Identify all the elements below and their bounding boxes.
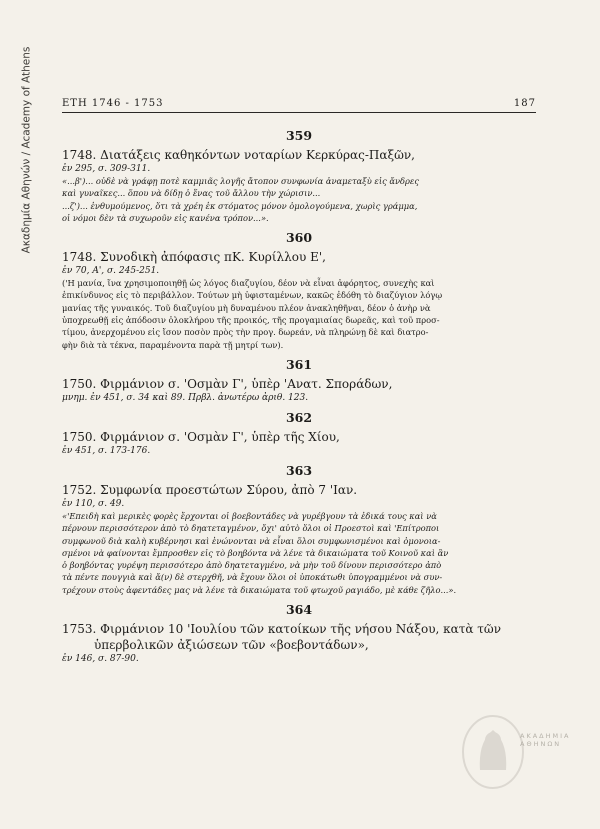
- entry-title: 1753. Φιρμάνιον 10 'Ιουλίου τῶν κατοίκων τῆς νήσου Νάξου, κατὰ τῶν ὑπερβολικῶν ἀξιώσεων τῶν «βοεβοντάδων»,: [62, 622, 502, 653]
- page-number: 187: [513, 98, 536, 109]
- entry-title: 1748. Διατάξεις καθηκόντων νοταρίων Κερκύρας-Παξῶν,: [62, 148, 415, 162]
- text-line: συμφωνοῦ διὰ καλὴ κυβέρνησι καὶ ἑνώνονται νὰ εἶναι ὅλοι συμφωνισμένοι καὶ ὁμονοια-: [62, 535, 441, 546]
- entry-source: ἐν 451, σ. 173-176.: [62, 445, 151, 456]
- entry-number: 361: [285, 356, 313, 372]
- side-stamp-text: Ακαδημία Αθηνών / Academy of Athens: [20, 46, 33, 254]
- text-line: «...β')... οὐδὲ νὰ γράφῃ ποτὲ καμμιᾶς λογῆς ἄτοπον συνφωνία ἀναμεταξὺ εἰς ἄνδρες: [62, 176, 420, 186]
- entry-source: ἐν 70, Α', σ. 245-251.: [62, 266, 160, 277]
- text-line: τρέχουν στοὺς ἀφεντάδες μας νὰ λένε τὰ δικαιώματα τοῦ φτωχοῦ ραγιάδο, μὲ κάθε ζῆλο...».: [62, 584, 457, 595]
- entry-361: [62, 357, 536, 404]
- running-title: ΕΤΗ 1746 - 1753: [62, 98, 164, 109]
- document-body: [62, 124, 536, 671]
- entry-title: 1750. Φιρμάνιον σ. 'Οσμὰν Γ', ὑπὲρ τῆς Χίου,: [62, 429, 340, 444]
- text-line: μανίας τῆς γυναικός. Τοῦ διαζυγίου μὴ δυναμένου πλέον ἀνακληθῆναι, δέον ὁ ἀνὴρ νὰ: [62, 302, 431, 313]
- text-line: ...ζ')... ἐνθυμούμενος, ὅτι τὰ χρέη ἐκ στόματος μόνον ὁμολογούμενα, χωρὶς γράμμα,: [62, 200, 418, 211]
- entry-363: [62, 463, 536, 596]
- text-line: οἱ νόμοι δὲν τὰ συχωροῦν εἰς κανένα τρόπον...».: [62, 212, 269, 223]
- text-line: καὶ γυναῖκες... ὅπου νὰ δίδῃ ὁ ἕνας τοῦ ἄλλου τὴν χώρισιν...: [62, 188, 321, 199]
- text-line: ἐπικίνδυνος εἰς τὸ περιβάλλον. Τούτων μὴ ὑφισταμένων, κακῶς ἐδόθη τὸ διαζύγιον λόγῳ: [62, 290, 443, 301]
- entry-text: [62, 510, 536, 596]
- entry-number: 363: [285, 462, 313, 478]
- watermark: ΑΚΑΔΗΜΙΑ ΑΘΗΝΩΝ: [520, 732, 571, 748]
- text-line: ('Η μανία, ἵνα χρησιμοποιηθῇ ὡς λόγος διαζυγίου, δέον νὰ εἶναι ἀφόρητος, συνεχὴς καὶ: [62, 278, 435, 289]
- text-line: ὁ βοηβόντας γυρέψη περισσότερο ἀπὸ δηατεταγμένο, νὰ μὴν τοῦ δίνουν περισσότερο ἀπὸ: [62, 560, 442, 571]
- side-stamp: [4, 20, 48, 280]
- text-line: σμένοι νὰ φαίνονται ἔμπροσθεν εἰς τὸ βοηβόντα νὰ λένε τὰ δικαιώματα τοῦ Κοινοῦ καὶ ἂν: [62, 547, 449, 558]
- text-line: τίμου, ἀνερχομένου εἰς ἴσον ποσὸν πρὸς τὴν προγ. δωρεάν, νὰ πληρώνῃ δὲ καὶ διατρο-: [62, 327, 429, 338]
- entry-source: ἐν 146, σ. 87-90.: [62, 654, 139, 665]
- academy-seal-icon: [458, 712, 528, 792]
- entry-360: [62, 230, 536, 351]
- text-line: πέρνουν περισσότερον ἀπὸ τὸ δηατεταγμένον, ὄχι' αὐτὸ ὅλοι οἱ Προεστοὶ καὶ 'Επίτροποι: [62, 523, 440, 534]
- entry-number: 364: [285, 602, 313, 618]
- entry-title: 1752. Συμφωνία προεστώτων Σύρου, ἀπὸ 7 'Ιαν.: [62, 482, 358, 497]
- entry-number: 360: [285, 230, 313, 246]
- entry-362: [62, 410, 536, 457]
- entry-title: 1748. Συνοδικὴ ἀπόφασις πΚ. Κυρίλλου Ε',: [62, 250, 326, 265]
- entry-number: 359: [285, 128, 313, 143]
- text-line: φὴν διὰ τὰ τέκνα, παραμένοντα παρὰ τῇ μητρί των).: [62, 339, 284, 350]
- entry-source: ἐν 110, σ. 49.: [62, 498, 125, 509]
- entry-359: [62, 128, 536, 224]
- entry-text: [62, 175, 536, 224]
- entry-source: ἐν 295, σ. 309-311.: [62, 164, 151, 174]
- text-line: τὰ πέντε πουγγιὰ καὶ ἄ(ν) δὲ στερχθῆ, νὰ ἔχουν ὅλοι οἱ ὑποκάτωθι ὑπογραμμένοι νὰ συν-: [62, 572, 443, 583]
- page-header: [62, 96, 536, 113]
- entry-text: [62, 277, 536, 351]
- text-line: «'Επειδὴ καὶ μερικὲς φορὲς ἔρχονται οἱ βοεβοντάδες νὰ γυρέβγουν τὰ ἐδικά τους καὶ νὰ: [62, 510, 437, 521]
- entry-number: 362: [285, 409, 313, 425]
- entry-source: μνημ. ἐν 451, σ. 34 καὶ 89. Πρβλ. ἀνωτέρω ἀριθ. 123.: [62, 392, 309, 403]
- text-line: ὑποχρεωθῇ εἰς ἀπόδοσιν ὁλοκλήρου τῆς προικός, τῆς προγαμιαίας δωρεᾶς, καὶ τοῦ προσ-: [62, 315, 440, 326]
- entry-title: 1750. Φιρμάνιον σ. 'Οσμὰν Γ', ὑπὲρ 'Ανατ. Σποράδων,: [62, 376, 393, 391]
- entry-364: [62, 602, 536, 665]
